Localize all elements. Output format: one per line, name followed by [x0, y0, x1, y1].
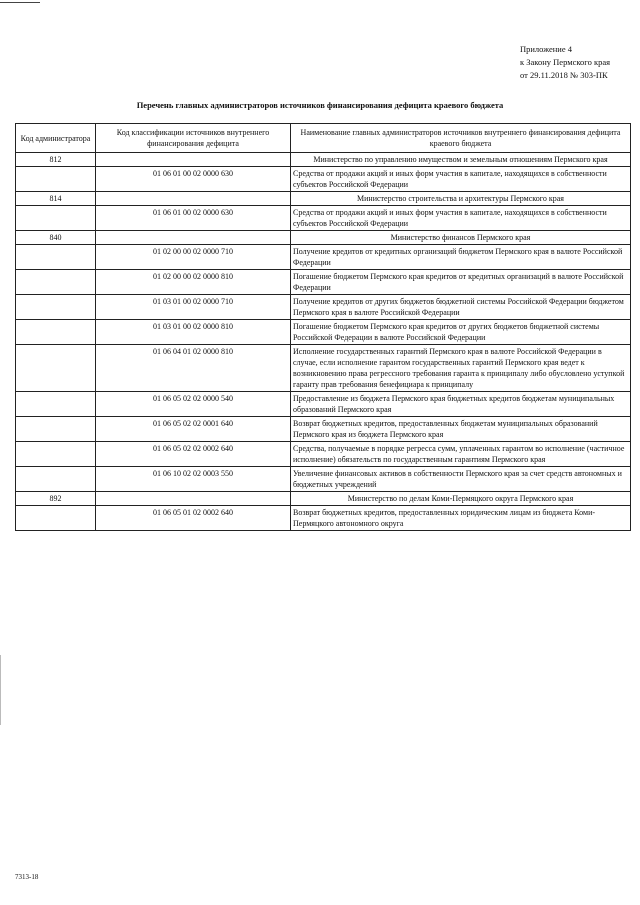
table-row	[16, 153, 631, 167]
administrator-name-cell: Погашение бюджетом Пермского края кредитов от других бюджетов бюджетной системы Российской Федерации в валюте Российской Федерации	[291, 320, 631, 345]
table-row	[16, 270, 631, 295]
admin-code-cell	[16, 206, 96, 231]
admin-code-cell	[16, 417, 96, 442]
table-row	[16, 392, 631, 417]
appendix-law-date: от 29.11.2018 № 303-ПК	[520, 70, 608, 80]
admin-code-cell	[16, 345, 96, 392]
classification-code-cell: 01 03 01 00 02 0000 710	[96, 295, 291, 320]
admin-code-cell	[16, 506, 96, 531]
admin-code-cell	[16, 467, 96, 492]
classification-code-cell: 01 06 05 01 02 0002 640	[96, 506, 291, 531]
admin-code-cell	[16, 442, 96, 467]
appendix-number: Приложение 4	[520, 44, 572, 54]
classification-code-cell	[96, 153, 291, 167]
administrator-name-cell: Министерство по управлению имуществом и земельным отношениям Пермского края	[291, 153, 631, 167]
classification-code-cell	[96, 192, 291, 206]
administrator-name-cell: Получение кредитов от других бюджетов бюджетной системы Российской Федерации бюджетом Пермского края в валюте Российской Федерации	[291, 295, 631, 320]
administrator-name-cell: Возврат бюджетных кредитов, предоставленных юридическим лицам из бюджета Коми-Пермяцкого автономного округа	[291, 506, 631, 531]
classification-code-cell	[96, 492, 291, 506]
table-row	[16, 206, 631, 231]
admin-code-cell: 814	[16, 192, 96, 206]
table-row	[16, 245, 631, 270]
administrator-name-cell: Предоставление из бюджета Пермского края бюджетных кредитов бюджетам муниципальных образований Пермского края	[291, 392, 631, 417]
classification-code-cell: 01 06 01 00 02 0000 630	[96, 167, 291, 192]
admin-code-cell: 840	[16, 231, 96, 245]
administrator-name-cell: Получение кредитов от кредитных организаций бюджетом Пермского края в валюте Российской Федерации	[291, 245, 631, 270]
classification-code-cell: 01 06 05 02 02 0002 640	[96, 442, 291, 467]
administrators-table	[15, 123, 631, 531]
table-row	[16, 506, 631, 531]
admin-code-cell	[16, 295, 96, 320]
admin-code-cell: 812	[16, 153, 96, 167]
header-admin-code: Код администратора	[16, 124, 96, 153]
document-title: Перечень главных администраторов источников финансирования дефицита краевого бюджета	[136, 100, 504, 110]
table-row	[16, 492, 631, 506]
admin-code-cell: 892	[16, 492, 96, 506]
appendix-header	[520, 43, 610, 82]
header-administrator-name: Наименование главных администраторов источников внутреннего финансирования дефицита краевого бюджета	[291, 124, 631, 153]
admin-code-cell	[16, 167, 96, 192]
classification-code-cell: 01 02 00 00 02 0000 710	[96, 245, 291, 270]
classification-code-cell: 01 06 05 02 02 0001 640	[96, 417, 291, 442]
administrator-name-cell: Средства, получаемые в порядке регресса сумм, уплаченных гарантом во исполнение (частичное исполнение) обязательств по государственным гарантиям Пермского края	[291, 442, 631, 467]
table-row	[16, 467, 631, 492]
admin-code-cell	[16, 392, 96, 417]
table-row	[16, 320, 631, 345]
classification-code-cell: 01 06 10 02 02 0003 550	[96, 467, 291, 492]
admin-code-cell	[16, 270, 96, 295]
scan-edge-mark	[0, 655, 1, 725]
administrator-name-cell: Увеличение финансовых активов в собственности Пермского края за счет средств автономных и бюджетных учреждений	[291, 467, 631, 492]
administrator-name-cell: Министерство строительства и архитектуры Пермского края	[291, 192, 631, 206]
administrator-name-cell: Возврат бюджетных кредитов, предоставленных бюджетам муниципальных образований Пермского края из бюджета Пермского края	[291, 417, 631, 442]
scan-edge-line	[0, 2, 40, 3]
administrator-name-cell: Погашение бюджетом Пермского края кредитов от кредитных организаций в валюте Российской Федерации	[291, 270, 631, 295]
appendix-law-reference: к Закону Пермского края	[520, 57, 611, 67]
admin-code-cell	[16, 320, 96, 345]
table-body	[16, 153, 631, 531]
administrator-name-cell: Средства от продажи акций и иных форм участия в капитале, находящихся в собственности субъектов Российской Федерации	[291, 206, 631, 231]
document-code: 7313-18	[15, 873, 39, 881]
classification-code-cell: 01 02 00 00 02 0000 810	[96, 270, 291, 295]
table-row	[16, 417, 631, 442]
admin-code-cell	[16, 245, 96, 270]
classification-code-cell	[96, 231, 291, 245]
administrator-name-cell: Министерство по делам Коми-Пермяцкого округа Пермского края	[291, 492, 631, 506]
table-row	[16, 192, 631, 206]
header-classification-code: Код классификации источников внутреннего финансирования дефицита	[96, 124, 291, 153]
table-row	[16, 167, 631, 192]
classification-code-cell: 01 06 05 02 02 0000 540	[96, 392, 291, 417]
classification-code-cell: 01 06 01 00 02 0000 630	[96, 206, 291, 231]
administrator-name-cell: Министерство финансов Пермского края	[291, 231, 631, 245]
table-header-row	[16, 124, 631, 153]
administrator-name-cell: Средства от продажи акций и иных форм участия в капитале, находящихся в собственности субъектов Российской Федерации	[291, 167, 631, 192]
administrator-name-cell: Исполнение государственных гарантий Пермского края в валюте Российской Федерации в случае, если исполнение гарантом государственных гарантий Пермского края ведет к возникновению права регрессного требования гаранта к принципалу либо обусловлено уступкой гаранту прав требования бенефициара к принципалу	[291, 345, 631, 392]
table-row	[16, 442, 631, 467]
classification-code-cell: 01 06 04 01 02 0000 810	[96, 345, 291, 392]
table-row	[16, 231, 631, 245]
table-row	[16, 295, 631, 320]
classification-code-cell: 01 03 01 00 02 0000 810	[96, 320, 291, 345]
table-row	[16, 345, 631, 392]
